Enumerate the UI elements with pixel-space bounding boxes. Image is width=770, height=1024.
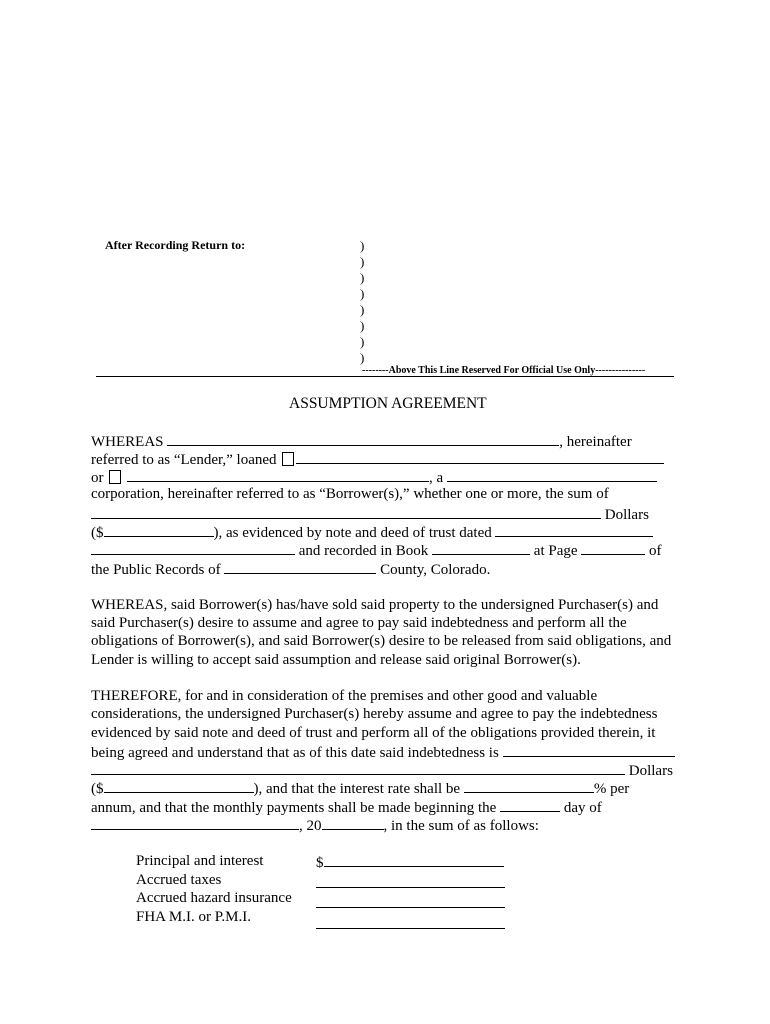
para3-line7: annum, and that the monthly payments shall be made beginning the day of [91, 797, 602, 817]
para2-line4: Lender is willing to accept said assumption and release said original Borrower(s). [91, 652, 581, 668]
schedule-label: FHA M.I. or P.M.I. [136, 908, 252, 925]
para1-line8: the Public Records of County, Colorado. [91, 559, 490, 579]
payment-month-blank[interactable] [91, 815, 299, 830]
para1-line6: ($ ), as evidenced by note and deed of trust dated [91, 522, 653, 542]
lender-checkbox[interactable] [282, 452, 294, 466]
loan-amount-figures-blank[interactable] [104, 522, 214, 537]
book-number-blank[interactable] [432, 540, 530, 555]
principal-interest-blank[interactable] [324, 852, 504, 867]
indebtedness-words-blank[interactable] [91, 760, 625, 775]
page-number-blank[interactable] [581, 540, 645, 555]
payment-schedule-blanks [316, 852, 505, 934]
lender-name-blank[interactable] [167, 431, 559, 446]
accrued-taxes-blank[interactable] [316, 873, 505, 888]
para2-line2: said Purchaser(s) desire to assume and agree to pay said indebtedness and perform all the [91, 615, 627, 631]
para1-line7: and recorded in Book at Page of [91, 540, 662, 560]
paren: ) [360, 254, 365, 269]
para2-line1: WHEREAS, said Borrower(s) has/have sold said property to the undersigned Purchaser(s) and [91, 597, 659, 613]
official-use-notice: --------Above This Line Reserved For Official Use Only--------------- [362, 365, 646, 376]
indebtedness-figures-blank[interactable] [104, 778, 254, 793]
para3-line1: THEREFORE, for and in consideration of the premises and other good and valuable [91, 688, 598, 704]
interest-rate-blank[interactable] [464, 778, 594, 793]
mortgage-insurance-blank[interactable] [316, 914, 505, 929]
hazard-insurance-blank[interactable] [316, 893, 505, 908]
para3-line5: Dollars [91, 760, 673, 780]
para1-line3: or , a [91, 467, 657, 487]
indebtedness-amount-blank[interactable] [503, 742, 675, 757]
payment-schedule-labels [136, 852, 292, 926]
payment-year-blank[interactable] [322, 815, 384, 830]
payment-day-blank[interactable] [500, 797, 560, 812]
paren: ) [360, 334, 365, 349]
schedule-row [316, 873, 505, 894]
paren: ) [360, 238, 365, 253]
note-date-blank[interactable] [495, 522, 653, 537]
borrower-name-blank[interactable] [296, 449, 664, 464]
document-title: ASSUMPTION AGREEMENT [289, 395, 487, 412]
para1-line4: corporation, hereinafter referred to as “Borrower(s),” whether one or more, the sum of [91, 486, 609, 502]
schedule-label: Principal and interest [136, 853, 264, 869]
borrower-name-blank-2[interactable] [127, 467, 429, 482]
recording-divider [96, 376, 674, 377]
para3-line6: ($ ), and that the interest rate shall be % per [91, 778, 629, 798]
paren: ) [360, 318, 365, 333]
recording-date-blank[interactable] [91, 540, 295, 555]
return-to-label: After Recording Return to: [105, 238, 246, 252]
para3-line8: , 20 , in the sum of as follows: [91, 815, 539, 835]
schedule-label: Accrued taxes [136, 871, 222, 888]
para1-line1: WHEREAS , hereinafter [91, 431, 632, 451]
para3-line4: being agreed and understand that as of this date said indebtedness is [91, 742, 675, 762]
entity-type-blank[interactable] [447, 467, 657, 482]
para3-line3: evidenced by said note and deed of trust and perform all of the obligations provided therein, it [91, 725, 656, 741]
para1-line2: referred to as “Lender,” loaned [91, 449, 664, 469]
paren: ) [360, 270, 365, 285]
schedule-row [316, 914, 505, 935]
para2-line3: obligations of Borrower(s), and said Borrower(s) desire to be released from said obligations, and [91, 633, 672, 649]
borrower-checkbox[interactable] [109, 470, 121, 484]
para3-line2: considerations, the undersigned Purchaser(s) hereby assume and agree to pay the indebtedness [91, 706, 658, 722]
loan-amount-words-blank[interactable] [91, 504, 601, 519]
county-blank[interactable] [224, 559, 376, 574]
paren: ) [360, 286, 365, 301]
para1-line5: Dollars [91, 504, 649, 524]
schedule-row [316, 893, 505, 914]
schedule-label: Accrued hazard insurance [136, 890, 292, 906]
paren: ) [360, 350, 365, 365]
recording-brackets [360, 238, 364, 366]
paren: ) [360, 302, 365, 317]
schedule-row: $ [316, 852, 505, 873]
